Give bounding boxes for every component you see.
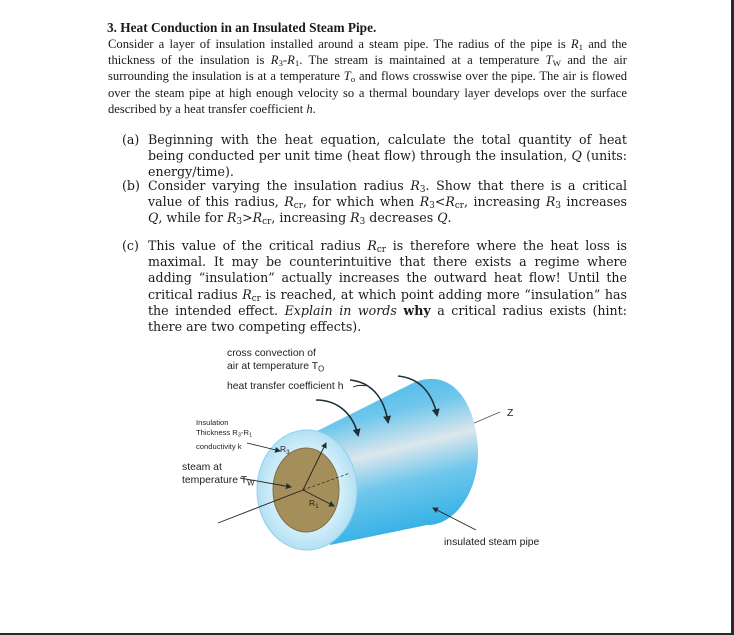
subscript: 3 bbox=[237, 432, 241, 439]
label-z-axis: Z bbox=[507, 407, 514, 419]
subscript: cr bbox=[262, 217, 272, 228]
part-text: a critical radius exists (hint: there are two competing effects). bbox=[148, 302, 627, 335]
var-t: T bbox=[343, 69, 351, 84]
part-label: (b) bbox=[122, 178, 140, 193]
problem-document bbox=[107, 20, 627, 117]
intro-text: . bbox=[312, 101, 316, 116]
var-r: R bbox=[410, 178, 420, 193]
var-r: R bbox=[419, 194, 430, 210]
label-cross-convection: cross convection of bbox=[227, 348, 316, 359]
subscript: 3 bbox=[359, 217, 366, 228]
var-q: Q bbox=[571, 148, 582, 164]
subscript: 3 bbox=[286, 448, 290, 456]
part-label: (c) bbox=[122, 238, 139, 253]
bold-text: why bbox=[403, 302, 431, 318]
intro-text: Consider a layer of insulation installed around a steam pipe. The radius of the pipe is bbox=[108, 37, 571, 51]
var-r: R bbox=[287, 53, 295, 68]
subscript: o bbox=[350, 74, 356, 85]
part-c bbox=[122, 238, 627, 335]
intro-text: and flows crosswise over the pipe. bbox=[355, 69, 536, 84]
subscript: 3 bbox=[236, 217, 243, 228]
var-r: R bbox=[242, 286, 252, 302]
var-r: R bbox=[350, 210, 360, 226]
subscript: 3 bbox=[555, 201, 561, 212]
label-r3 bbox=[280, 444, 290, 454]
insulated-pipe-diagram bbox=[170, 340, 570, 560]
label-text: Thickness R bbox=[196, 428, 238, 437]
var-r: R bbox=[545, 194, 556, 210]
z-axis-line bbox=[472, 412, 500, 424]
part-label: (a) bbox=[122, 132, 140, 147]
part-text: , while for bbox=[158, 210, 228, 226]
var-r: R bbox=[270, 53, 279, 68]
steam-core bbox=[273, 448, 339, 532]
part-text: , increasing bbox=[464, 194, 546, 210]
var-h: h bbox=[306, 101, 313, 116]
part-body bbox=[148, 132, 627, 181]
subscript: 1 bbox=[578, 42, 584, 53]
intro-text: and bbox=[583, 37, 607, 51]
label-insulated-steam-pipe: insulated steam pipe bbox=[444, 537, 540, 548]
label-conductivity: conductivity k bbox=[196, 442, 242, 451]
part-body bbox=[148, 178, 627, 227]
part-text: is therefore where the heat loss is maximal. It may be counterintuitive that there exists a regime where adding “insulation” actually increases the outward heat flow! Until the critical radius bbox=[148, 238, 627, 302]
subscript: cr bbox=[293, 201, 303, 212]
label-steam-temperature bbox=[182, 475, 254, 487]
var-t: T bbox=[545, 53, 553, 68]
part-text: increases bbox=[560, 194, 627, 210]
subscript: W bbox=[552, 58, 561, 69]
var-r: R bbox=[570, 37, 579, 51]
label-text: R bbox=[280, 444, 287, 454]
var-r: R bbox=[284, 194, 294, 210]
problem-title: 3. Heat Conduction in an Insulated Steam Pipe. bbox=[107, 20, 377, 35]
part-text: This value of the critical radius bbox=[148, 238, 368, 253]
label-insulation-thickness bbox=[196, 428, 252, 437]
subscript: 3 bbox=[278, 58, 283, 69]
subscript: O bbox=[318, 364, 325, 374]
var-r: R bbox=[445, 194, 455, 210]
subscript: 3 bbox=[419, 185, 426, 196]
part-a bbox=[122, 132, 627, 181]
label-insulation: Insulation bbox=[196, 418, 229, 427]
htc-leader-line bbox=[353, 385, 366, 387]
var-q: Q bbox=[148, 210, 159, 226]
subscript: 1 bbox=[294, 58, 300, 69]
subscript: cr bbox=[454, 201, 465, 212]
subscript: W bbox=[247, 478, 255, 488]
part-body bbox=[148, 238, 627, 335]
part-text: Consider varying the insulation radius bbox=[148, 178, 411, 193]
part-text: . bbox=[447, 210, 452, 226]
subscript: 3 bbox=[429, 201, 435, 212]
part-text: > bbox=[242, 210, 253, 226]
label-text: air at temperature T bbox=[227, 361, 319, 372]
part-text: is reached, at which point adding more “insulation” has the intended effect. bbox=[148, 286, 627, 318]
intro-text: The air is flowed over the steam pipe at high enough velocity so a thermal boundary layer bbox=[108, 69, 627, 100]
var-r: R bbox=[227, 210, 237, 226]
subscript: cr bbox=[251, 293, 261, 304]
part-text: decreases bbox=[365, 210, 438, 226]
label-steam: steam at bbox=[182, 462, 222, 473]
part-text: , for which when bbox=[302, 194, 420, 210]
subscript: 1 bbox=[315, 502, 319, 510]
var-r: R bbox=[252, 210, 263, 226]
label-heat-transfer-coefficient: heat transfer coefficient h bbox=[227, 381, 344, 392]
intro-text: . The stream is maintained at a temperature bbox=[299, 53, 546, 68]
emphasis-text: Explain in words bbox=[284, 302, 397, 318]
part-text: (units: energy/time). bbox=[148, 148, 628, 180]
part-text: Beginning with the heat equation, calculate the total quantity of heat being conducted per unit time (heat flow) through the insulation, bbox=[148, 132, 627, 164]
part-text: , increasing bbox=[271, 210, 351, 226]
label-air-temperature bbox=[227, 361, 324, 373]
var-q: Q bbox=[437, 210, 448, 226]
var-r: R bbox=[367, 238, 377, 253]
label-text: temperature T bbox=[182, 475, 248, 486]
label-r1 bbox=[309, 498, 319, 508]
subscript: cr bbox=[376, 245, 387, 256]
intro-text: the air surrounding the insulation is at a temperature bbox=[108, 53, 627, 84]
intro-text: and bbox=[560, 53, 586, 68]
intro-text: - bbox=[282, 53, 288, 68]
part-text: . Show that there is a critical value of this radius, bbox=[148, 178, 627, 210]
intro-text: the thickness of the insulation is bbox=[108, 37, 627, 68]
label-text: -R bbox=[240, 428, 249, 437]
part-text: < bbox=[434, 194, 446, 210]
label-text: R bbox=[309, 498, 316, 508]
part-b bbox=[122, 178, 627, 227]
intro-text: develops over the surface described by a heat transfer coefficient bbox=[108, 85, 627, 116]
subscript: 1 bbox=[248, 432, 253, 439]
problem-intro bbox=[107, 36, 627, 117]
